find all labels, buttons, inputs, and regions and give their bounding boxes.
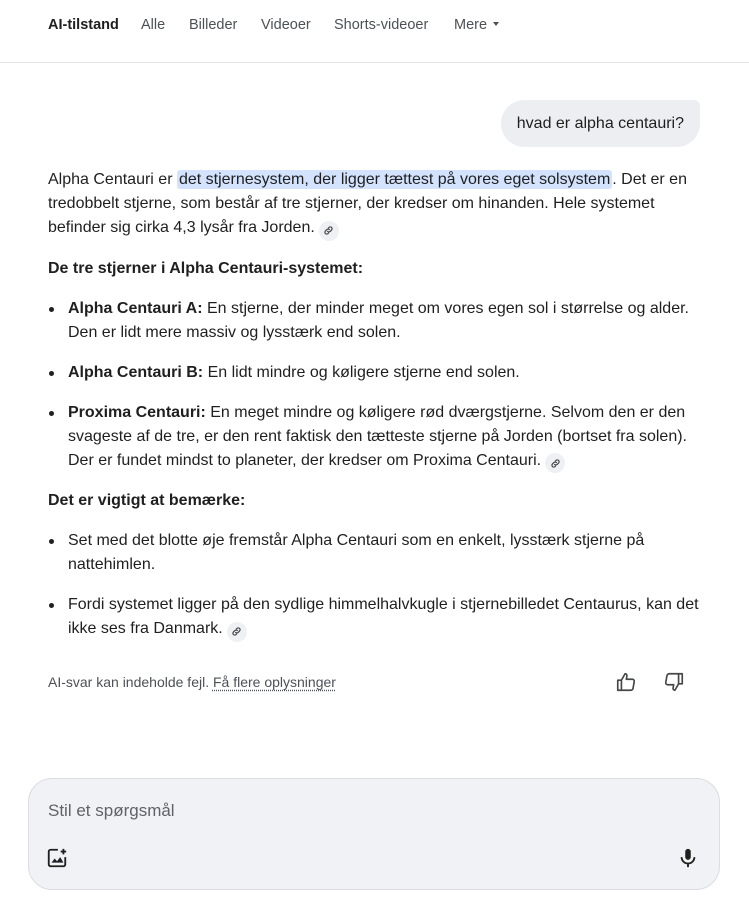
tab-more[interactable]: [454, 15, 499, 35]
microphone-icon[interactable]: [675, 845, 701, 871]
note-text: Fordi systemet ligger på den sydlige himmelhalvkugle i stjernebilledet Centaurus, kan det ikke ses fra Danmark.: [68, 596, 699, 637]
star-description: En stjerne, der minder meget om vores egen sol i størrelse og alder. Den er lidt mere massiv og lysstærk end solen.: [68, 299, 689, 341]
ai-answer: [48, 168, 708, 658]
link-icon[interactable]: [227, 622, 247, 642]
tab-shorts[interactable]: Shorts-videoer: [334, 17, 429, 33]
link-icon[interactable]: [319, 221, 339, 241]
tab-ai-mode[interactable]: AI-tilstand: [48, 17, 119, 33]
intro-text-start: Alpha Centauri er: [48, 171, 177, 188]
stars-list: [48, 297, 708, 474]
search-mode-tabs: [0, 0, 749, 63]
section-heading-stars: De tre stjerner i Alpha Centauri-systemet:: [48, 259, 364, 277]
disclaimer-text: AI-svar kan indeholde fejl.: [48, 674, 210, 690]
list-item: [48, 297, 708, 345]
note-text: Set med det blotte øje fremstår Alpha Centauri som en enkelt, lysstærk stjerne på nattehimlen.: [68, 532, 645, 573]
ask-input[interactable]: [48, 795, 648, 827]
star-name: Alpha Centauri B:: [68, 363, 204, 381]
star-description: En lidt mindre og køligere stjerne end solen.: [203, 363, 520, 381]
thumbs-down-icon[interactable]: [661, 669, 687, 695]
link-icon[interactable]: [545, 453, 565, 473]
highlighted-phrase[interactable]: det stjernesystem, der ligger tættest på vores eget solsystem: [178, 171, 611, 188]
list-item: [48, 361, 708, 385]
list-item: [48, 593, 708, 642]
thumbs-up-icon[interactable]: [613, 669, 639, 695]
star-description: En meget mindre og køligere rød dværgstjerne. Selvom den er den svageste af de tre, er den rent faktisk den tætteste stjerne på Jorden (bortset fra solen). Der er fundet mindst to planeter, der kredser om Proxima Centauri.: [68, 403, 687, 469]
ask-followup-box: [28, 778, 720, 890]
ai-disclaimer: [48, 672, 336, 692]
caret-down-icon: [493, 22, 499, 26]
tab-more-label: Mere: [454, 17, 488, 33]
learn-more-link[interactable]: Få flere oplysninger: [212, 674, 336, 690]
tab-images[interactable]: Billeder: [189, 17, 238, 33]
section-heading-notes: Det er vigtigt at bemærke:: [48, 492, 246, 509]
list-item: [48, 529, 708, 577]
star-name: Proxima Centauri:: [68, 403, 206, 421]
tab-all[interactable]: Alle: [141, 17, 166, 33]
add-image-icon[interactable]: [44, 845, 70, 871]
user-query-bubble: hvad er alpha centauri?: [501, 100, 700, 147]
list-item: [48, 401, 708, 474]
notes-list: [48, 529, 708, 642]
tab-videos[interactable]: Videoer: [261, 17, 311, 33]
star-name: Alpha Centauri A:: [68, 299, 203, 317]
intro-text-end: . Det er en tredobbelt stjerne, som består af tre stjerner, der kredser om hinanden. Hele systemet befinder sig cirka 4,3 lysår fra Jorden.: [48, 171, 687, 236]
answer-intro: [48, 168, 708, 241]
